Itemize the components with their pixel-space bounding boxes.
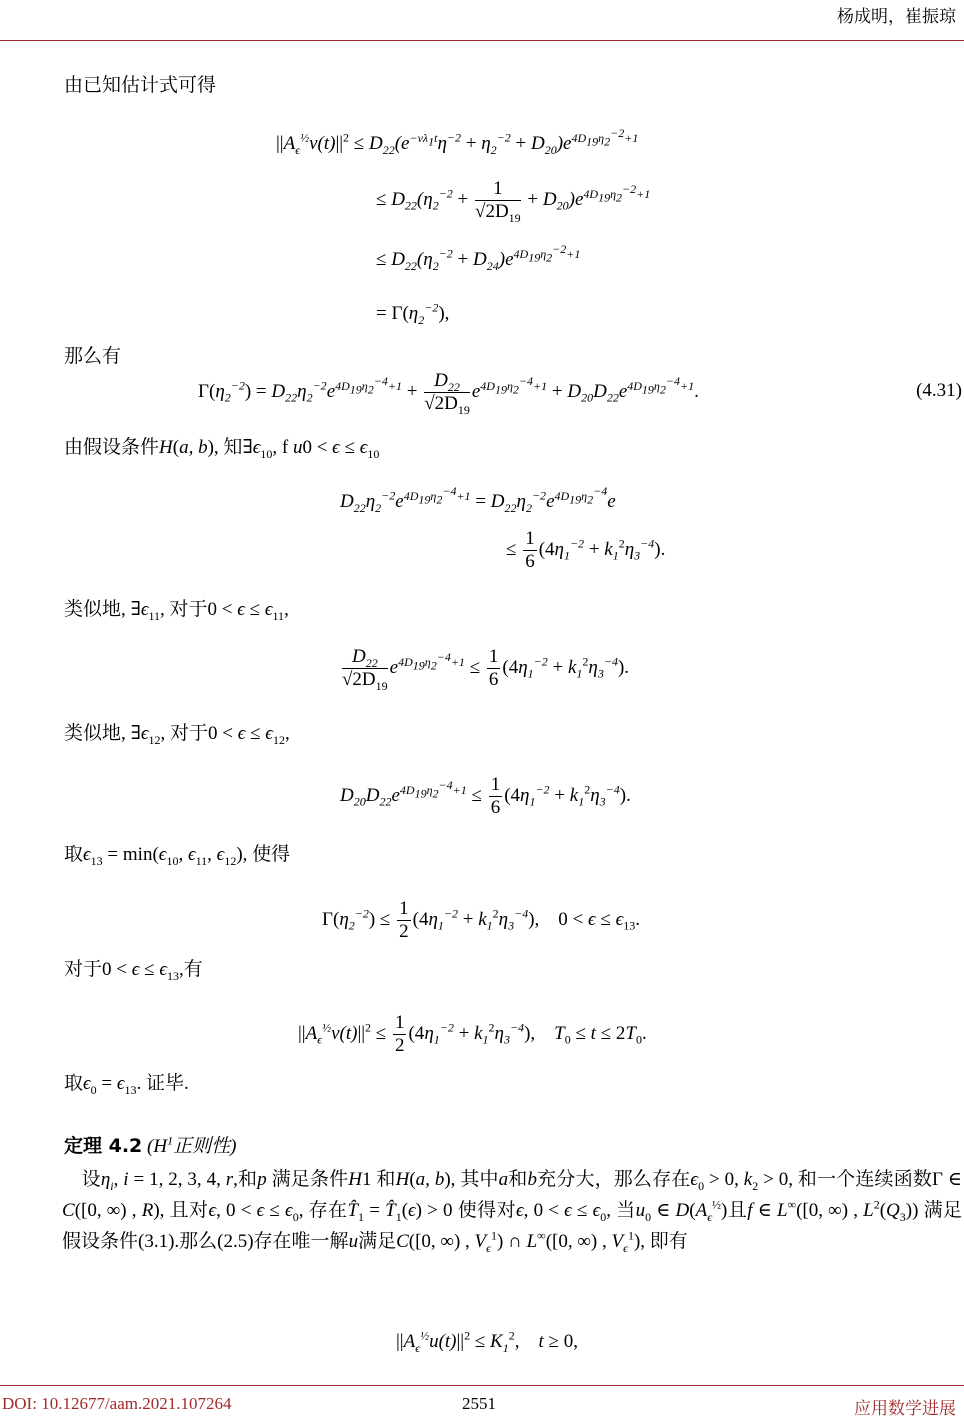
similarly-12-text: 类似地, $\exists\epsilon_{12}$, 对于$0 < \epsilon \le \epsilon_{12}$, [64,723,290,747]
intro-text: 由已知估计式可得 [64,75,217,96]
take-13-text: 取$\epsilon_{13} = \min(\epsilon_{10}$, $\epsilon_{11}$, $\epsilon_{12}$), 使得 [64,844,291,868]
equation-10: $||A_\epsilon^{\frac{1}{2}}u(t)||^2 \le K_1^2$, t ≥ 0, [396,1328,578,1355]
equation-line-3: ≤ $D_{22}(\eta_2^{-2} + D_{24})e^{4D_{19}\eta_2^{-2}+1}$ [376,241,581,273]
then-have-text: 那么有 [64,346,122,367]
equation-5a: $D_{22}\eta_2^{-2}e^{4D_{19}\eta_2^{-4}+1} = D_{22}\eta_2^{-2}e^{4D_{19}\eta_2^{-4}}e$ [340,483,616,515]
equation-line-4: = $\Gamma(\eta_2^{-2})$, [376,300,450,327]
footer-rule [0,1385,964,1386]
equation-line-2: ≤ $D_{22}(\eta_2^{-2}$ + $\frac{1}{√2D_{19}}$ + $D_{20})e^{4D_{19}\eta_2^{-2}+1}$ [376,178,651,225]
equation-5b: ≤ $\frac{1}{6}$ $(4\eta_1^{-2} + k_1^2\eta_3^{-4})$. [506,528,666,572]
page-number: 2551 [462,1394,496,1413]
running-header-authors: 杨成明，崔振琼 [837,7,956,26]
theorem-heading [64,1134,236,1159]
equation-number-4-31: (4.31) [916,380,962,401]
take-0-text: 取$\epsilon_0 = \epsilon_{13}$. 证毕. [64,1073,189,1097]
equation-6: $\frac{D_{22}}{√2D_{19}}$ $e^{4D_{19}\eta_2^{-4}+1}$ ≤ $\frac{1}{6}$ $(4\eta_1^{-2} + k_1^2\eta_3^{-4})$. [342,646,630,693]
equation-line-1: $||A_\epsilon^{\frac{1}{2}}v(t)||^2 \le D_{22}(e^{-\nu\lambda_1t}\eta^{-2} + \eta_2^{-2} + D_{20})e^{4D_{19}\eta_2^{-2}+1}$ [276,125,639,157]
equation-8: $\Gamma(\eta_2^{-2})$ ≤ $\frac{1}{2}$ $(4\eta_1^{-2} + k_1^2\eta_3^{-4})$, $0 < \epsilon \le \epsilon_{13}$. [322,898,640,942]
header-rule [0,40,964,41]
theorem-name: ($H^1$正则性) [147,1133,237,1157]
assumption-text: 由假设条件H(a, b), 知$\exists\epsilon_{10}$, f $u0 < \epsilon \le \epsilon_{10}$ [64,437,380,461]
equation-4-31: $\Gamma(\eta_2^{-2}) = D_{22}\eta_2^{-2}e^{4D_{19}\eta_2^{-4}+1}$ + $\frac{D_{22}}{√2D_{19}}$ $e^{4D_{19}\eta_2^{-4}+1} + D_{20}D_{22}e^{4D_{19}\eta_2^{-4}+1}$. [198,370,699,417]
equation-7: $D_{20}D_{22}e^{4D_{19}\eta_2^{-4}+1}$ ≤ $\frac{1}{6}$ $(4\eta_1^{-2} + k_1^2\eta_3^{-4})$. [340,774,631,818]
theorem-body: 设$\eta_i$, i = 1, 2, 3, 4, r,和p 满足条件H1 和H(a, b), 其中a和b充分大，那么存在$\epsilon_0 > 0$, $k_2 > 0$, 和一个连续函数Γ ∈ C([0, ∞) , R), 且对ϵ, $0 < \epsilon \le \epsilon_0$, 存在$T̂_1$ = $T̂_1(\epsilon) > 0$ 使得对ϵ, $0 < \epsilon \le \epsilon_0$, 当$u_0$ ∈ $D(A_\epsilon^{\frac{1}{2}})$且f ∈ L∞([0, ∞) , $L^2(Q_3)$) 满足假设条件(3.1).那么(2.5)存在唯一解u满足C([0, ∞) , $V_\epsilon^1$) ∩ L∞([0, ∞) , $V_\epsilon^1$), 即有 [62,1169,963,1255]
theorem-label: 定理 4.2 [64,1135,143,1157]
doi-link[interactable]: DOI: 10.12677/aam.2021.107264 [2,1394,232,1413]
journal-name: 应用数学进展 [854,1399,956,1418]
similarly-11-text: 类似地, $\exists\epsilon_{11}$, 对于$0 < \epsilon \le \epsilon_{11}$, [64,599,289,623]
for-13-text: 对于$0 < \epsilon \le \epsilon_{13}$,有 [64,959,203,983]
equation-9: $||A_\epsilon^{\frac{1}{2}}v(t)||^2$ ≤ $\frac{1}{2}$ $(4\eta_1^{-2} + k_1^2\eta_3^{-4})$, $T_0 \le t \le 2T_0$. [298,1012,647,1056]
